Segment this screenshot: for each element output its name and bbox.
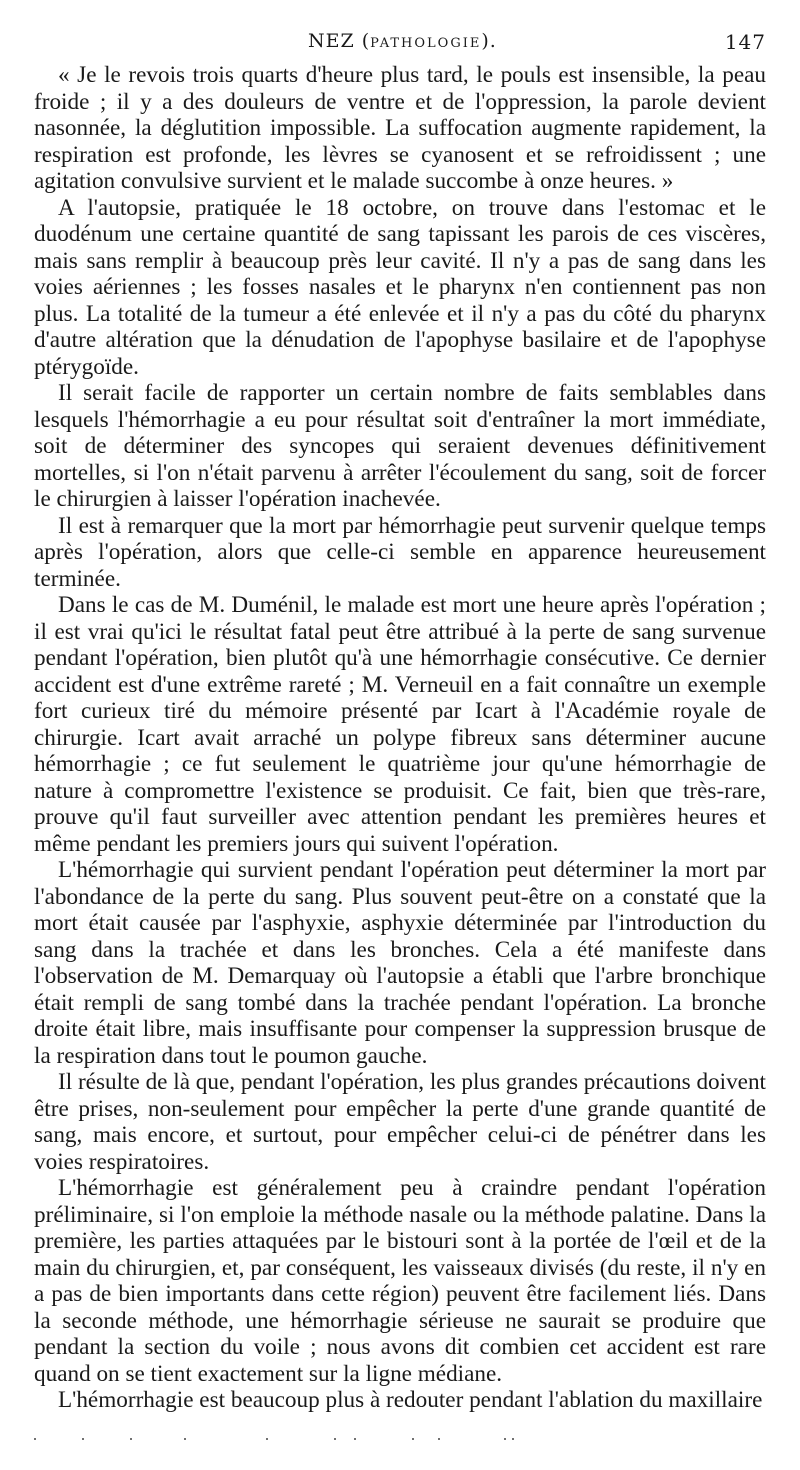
paragraph-autopsy: A l'autopsie, pratiquée le 18 octobre, on trouve dans l'estomac et le duodénum une certaine quantité de sang tapissant les parois de ces viscères, mais sans remplir à beaucoup près leur cavité. Il n'y a pas de sang dans les voies aériennes ; les fosses nasales et le pharynx n'en contiennent pas non plus. La totalité de la tumeur a été enlevée et il n'y a pas du côté du pharynx d'autre altération que la dénudation de l'apophyse basilaire et de l'apophyse ptérygoïde. [34,194,766,380]
running-head [34,28,766,62]
paragraph-similar-facts: Il serait facile de rapporter un certain nombre de faits semblables dans lesquels l'hémorrhagie a eu pour résultat soit d'entraîner la mort immédiate, soit de déterminer des syncopes qui seraient devenues définitivement mortelles, si l'on n'était parvenu à arrêter l'écoulement du sang, soit de forcer le chirurgien à laisser l'opération inachevée. [34,380,766,512]
running-title-small-caps: PATHOLOGIE [370,36,482,51]
paragraph-dumenil-case: Dans le cas de M. Duménil, le malade est mort une heure après l'opération ; il est vrai qu'ici le résultat fatal peut être attribué à la perte de sang survenue pendant l'opération, bien plutôt qu'à une hémorrhagie consécutive. Ce dernier accident est d'une extrême rareté ; M. Verneuil en a fait connaître un exemple fort curieux tiré du mémoire présenté par Icart à l'Académie royale de chirurgie. Icart avait arraché un polype fibreux sans déterminer aucune hémorrhagie ; ce fut seulement le quatrième jour qu'une hémorrhagie de nature à compromettre l'existence se produisit. Ce fait, bien que très-rare, prouve qu'il faut surveiller avec attention pendant les premières heures et même pendant les premiers jours qui suivent l'opération. [34,592,766,857]
page [34,28,766,1414]
bottom-scan-marks [34,1438,534,1442]
paragraph-quote: « Je le revois trois quarts d'heure plus tard, le pouls est insensible, la peau froide ; il y a des douleurs de ventre et de l'oppression, la parole devient nasonnée, la déglutition impossible. La suffocation augmente rapidement, la respiration est profonde, les lèvres se cyanosent et se refroidissent ; une agitation convulsive survient et le malade succombe à onze heures. » [34,62,766,194]
paragraph-maxillary: L'hémorrhagie est beaucoup plus à redouter pendant l'ablation du maxillaire [58,1387,763,1413]
paragraph-precautions: Il résulte de là que, pendant l'opération, les plus grandes précautions doivent être prises, non-seulement pour empêcher la perte d'une grande quantité de sang, mais encore, et surtout, pour empêcher celui-ci de pénétrer dans les voies respiratoires. [34,1069,766,1175]
paragraph-preliminary-operation: L'hémorrhagie est généralement peu à craindre pendant l'opération préliminaire, si l'on emploie la méthode nasale ou la méthode palatine. Dans la première, les parties attaquées par le bistouri sont à la portée de l'œil et de la main du chirurgien, et, par conséquent, les vaisseaux divisés (du reste, il n'y en a pas de bien importants dans cette région) peuvent être facilement liés. Dans la seconde méthode, une hémorrhagie sérieuse ne saurait se produire que pendant la section du voile ; nous avons dit combien cet accident est rare quand on se tient exactement sur la ligne médiane. [34,1175,766,1387]
body-text [34,62,766,1414]
running-title-main: NEZ ( [308,30,371,52]
page-number: 147 [724,30,766,54]
running-title-end: ). [481,30,497,52]
paragraph-asphyxia: L'hémorrhagie qui survient pendant l'opération peut déterminer la mort par l'abondance de la perte du sang. Plus souvent peut-être on a constaté que la mort était causée par l'asphyxie, asphyxie déterminée par l'introduction du sang dans la trachée et dans les bronches. Cela a été manifeste dans l'observation de M. Demarquay où l'autopsie a établi que l'arbre bronchique était rempli de sang tombé dans la trachée pendant l'opération. La bronche droite était libre, mais insuffisante pour compenser la suppression brusque de la respiration dans tout le poumon gauche. [34,857,766,1069]
running-title [308,30,497,52]
paragraph-late-death: Il est à remarquer que la mort par hémorrhagie peut survenir quelque temps après l'opération, alors que celle-ci semble en apparence heureusement terminée. [34,512,766,592]
